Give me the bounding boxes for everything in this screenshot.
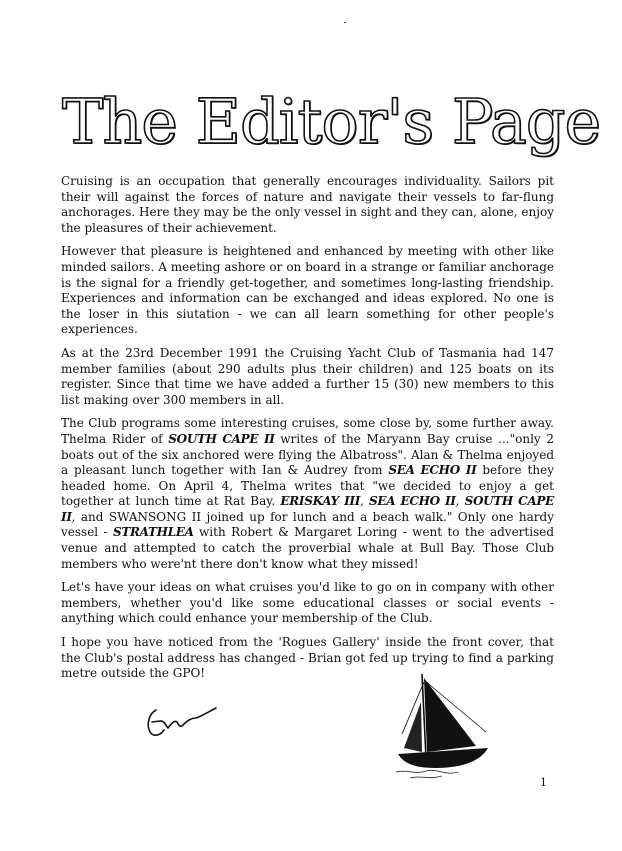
scan-speck — [344, 22, 346, 23]
water-lines — [396, 770, 458, 778]
paragraph-text: The Club programs some interesting cruises, some close by, some further away. Thelma Rider of — [61, 416, 554, 446]
paragraph-2 — [61, 244, 554, 338]
paragraph-text: Cruising is an occupation that generally encourages individuality. Sailors pit their will against the forces of nature and navigate their vessels to far-flung anchorages. Here they may be the only vessel in sight and they can, alone, enjoy the pleasures of their achievement. — [61, 174, 554, 235]
jib — [404, 702, 422, 752]
paragraph-text: , — [455, 494, 465, 509]
paragraph-text: As at the 23rd December 1991 the Cruising Yacht Club of Tasmania had 147 member families (about 290 adults plus their children) and 125 boats on its register. Since that time we have added a further 15 (30) new members to this list making over 300 members in all. — [61, 345, 554, 407]
paragraph-5 — [61, 580, 554, 627]
mainsail — [424, 678, 476, 752]
signature-stroke — [148, 708, 216, 735]
vessel-name: SEA ECHO II — [369, 494, 456, 509]
sailboat-illustration — [396, 672, 492, 782]
paragraph-text: However that pleasure is heightened and enhanced by meeting with other like minded sailors. A meeting ashore or on board in a strange or familiar anchorage is the signal for a friendly get-together, and sometimes long-lasting friendship. Experiences and information can be exchanged and ideas explored. No one is the loser in this siutation - we can all learn something for other people's experiences. — [61, 244, 554, 337]
vessel-name: SEA ECHO II — [388, 463, 477, 478]
paragraph-3 — [61, 346, 554, 408]
paragraph-4 — [61, 416, 554, 572]
editor-signature — [144, 706, 224, 740]
vessel-name: ERISKAY III — [280, 494, 361, 509]
vessel-name: SOUTH CAPE II — [168, 431, 275, 446]
article-body — [61, 174, 554, 690]
paragraph-text: writes of the Maryann Bay cruise ..."only 2 boats out of the six anchored were flying the Albatross". Alan & Thelma enjoyed a pleasant lunch together with Ian & Audrey from — [61, 431, 554, 478]
paragraph-text: before they headed home. On April 4, Thelma writes that "we decided to enjoy a get together at lunch time at Rat Bay. — [61, 463, 554, 509]
vessel-name: STRATHLEA — [112, 525, 194, 540]
paragraph-text: with Robert & Margaret Loring - went to the advertised venue and attempted to catch the proverbial whale at Bull Bay. Those Club members who were'nt there don't know what they missed! — [61, 525, 555, 571]
page-number: 1 — [540, 776, 547, 789]
paragraph-text: , — [360, 494, 370, 509]
paragraph-text: , and SWANSONG II joined up for lunch and a beach walk." Only one hardy vessel - — [61, 509, 554, 540]
vessel-name: SOUTH CAPE II — [61, 494, 554, 524]
paragraph-text: I hope you have noticed from the 'Rogues Gallery' inside the front cover, that the Club's postal address has changed - Brian got fed up trying to find a parking metre outside the GPO! — [61, 635, 554, 681]
page-title: The Editor's Page — [62, 85, 601, 158]
paragraph-1 — [61, 174, 554, 236]
paragraph-text: Let's have your ideas on what cruises you'd like to go on in company with other members, whether you'd like some educational classes or social events - anything which could enhance your membership of the Club. — [61, 580, 554, 626]
hull — [398, 748, 488, 768]
